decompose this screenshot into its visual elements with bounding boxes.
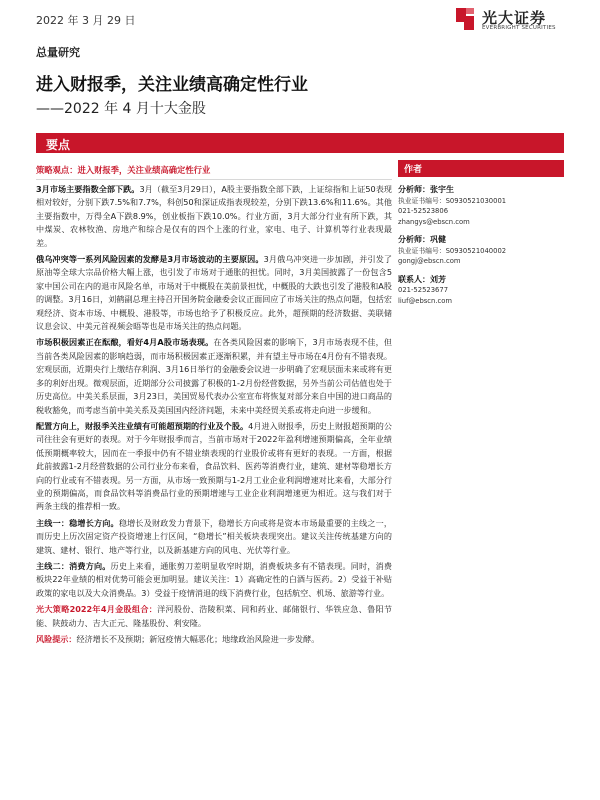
analyst-card — [398, 235, 564, 267]
logo-name: 光大证券 — [482, 9, 547, 27]
author-sidebar — [398, 160, 564, 306]
paragraph-text: 历史上来看，通胀剪刀差明显收窄时期，消费板块多有不错表现。同时，消费板块22年业绩的相对优势可能会更加明显。建议关注：1）高确定性的白酒与医药。2）受益于补贴政策的家电以及大众消费品。3）受益于疫情消退的线下消费行业，包括航空、机场、旅游等行业。 — [36, 560, 392, 598]
analyst-name: 分析师：巩健 — [398, 235, 446, 244]
strategy-divider — [36, 179, 392, 180]
paragraph-lead: 主线二：消费方向。 — [36, 560, 111, 571]
key-points-bar — [36, 133, 564, 153]
paragraph-lead: 配置方向上，财报季关注业绩有可能超预期的行业及个股。 — [36, 420, 249, 431]
analyst-cert: 执业证书编号：S0930521030001 — [398, 196, 507, 205]
analyst-card — [398, 185, 564, 227]
report-title: 进入财报季，关注业绩高确定性行业 — [36, 75, 308, 95]
brand-logo — [454, 6, 594, 36]
main-column — [36, 164, 392, 649]
strategy-heading: 策略观点：进入财报季，关注业绩高确定性行业 — [36, 165, 211, 175]
paragraph-text: 洋河股份、浩陵积菜、同和药业、邮储银行、华铁应急、鲁阳节能、陕鼓动力、吉大正元、隆基股份、利安隆。 — [36, 604, 392, 628]
analyst-phone: 021-52523806 — [398, 207, 449, 215]
paragraph-lead: 风险提示： — [36, 634, 77, 644]
report-date: 2022 年 3 月 29 日 — [36, 14, 136, 27]
analyst-name: 联系人：刘芳 — [398, 274, 446, 284]
paragraph-text: 4月进入财报季，历史上财报超预期的公司往往会有更好的表现。对于今年财报季而言，当前市场对于2022年盈利增速预期偏高，全年业绩低预期概率较大，因而在一季报中仍有不错业绩表现的行业股价或将有更好的表现。一方面，根据此前披露1-2月经营数据的公司行业分布来看，食品饮料、医药等消费行业，建筑、建材等稳增长方向的行业或有不错表现。另一方面，从市场一致预期与1-2月工业企业利润增速对比来看，大部分行业的预期偏高，而食品饮料等消费品行业的预期增速与工业企业利润增速更为相近。这与我们对于两条主线的推荐相一致。 — [36, 420, 392, 512]
paragraph-lead: 光大策略2022年4月金股组合： — [36, 604, 158, 615]
paragraph-risk-warning — [36, 633, 392, 646]
paragraph-text: 稳增长及财政发力背景下，稳增长方向或将是资本市场最重要的主线之一，而历史上历次固定资产投资增速上行区间，“稳增长”相关板块表现突出。建议关注传统基建方向的建筑、建材、银行、地产等行业，以及新基建方向的风电、光伏等行业。 — [36, 517, 392, 555]
paragraph-text: 3月（截至3月29日），A股主要指数全部下跌，上证综指和上证50表现相对较好，分别下跌7.5%和7.7%，科创50和深证成指表现较差，分别下跌13.6%和11.6%。其他主要指数中，万得全A下跌8.9%，创业板指下跌10.0%。行业方面，3月大部分行业有所下跌，其中煤炭、农林牧渔、房地产和综合是仅有的四个上涨的行业，家电、电子、计算机等行业表现最差。 — [36, 184, 392, 248]
analyst-email[interactable]: liuf@ebscn.com — [398, 296, 453, 305]
analyst-email[interactable]: zhangys@ebscn.com — [398, 217, 470, 226]
paragraph-lead: 主线一：稳增长方向。 — [36, 517, 119, 528]
paragraph-text: 3月俄乌冲突进一步加剧，并引发了原油等全球大宗品价格大幅上涨，也引发了市场对于通胀的担忧。同时，3月美国披露了一份包含5家中国公司在内的退市风险名单，市场对于中概股在美前景担忧，中概股的大跌也引发了港股和A股的调整。3月16日，刘鹤副总理主持召开国务院金融委会议正面回应了市场关注的热点问题，包括宏观经济、资本市场、中概股、港股等，市场也给予了积极反应。此外，超预期的经济数据、美联储议息会议、中美元首视频会晤等也是市场关注的热点问题。 — [36, 254, 393, 332]
paragraph-text: 在各类风险因素的影响下，3月市场表现不佳，但当前各类风险因素的影响趋弱，而市场积极因素正逐渐积累，并有望主导市场在4月份有不错表现。宏观层面，近期央行上缴结存利润、3月16日举行的金融委会议进一步明确了宏观层面未来或将有更多的利好出现。微观层面，近期部分公司披露了积极的1-2月份经营数据，另外当前公司估值也处于历史高位。中美关系层面，3月23日，美国贸易代表办公室宣布将恢复对部分来自中国的进口商品的税收豁免，而考虑当前中美关系及美国国内经济问题，未来中美经贸关系或将走向进一步缓和。 — [36, 337, 392, 415]
analyst-card — [398, 275, 564, 307]
paragraph-lead: 市场积极因素正在酝酿，看好4月A股市场表现。 — [36, 337, 214, 348]
analyst-name: 分析师：张宇生 — [398, 185, 454, 194]
author-heading: 作者 — [398, 160, 564, 177]
analyst-cert: 执业证书编号：S0930521040002 — [398, 246, 507, 255]
paragraph-lead: 俄乌冲突等一系列风险因素的发酵是3月市场波动的主要原因。 — [36, 254, 264, 265]
paragraph-stock-picks — [36, 603, 392, 630]
paragraph-allocation — [36, 420, 392, 514]
paragraph-risk-factors — [36, 253, 392, 333]
analyst-phone: 021-52523677 — [398, 286, 449, 294]
key-points-label: 要点 — [46, 138, 71, 152]
paragraph-theme-consumption — [36, 560, 392, 600]
report-category: 总量研究 — [36, 46, 80, 59]
logo-english-name: EVERBRIGHT SECURITIES — [482, 25, 556, 31]
paragraph-market-review — [36, 183, 392, 250]
report-subtitle: ——2022 年 4 月十大金股 — [36, 101, 206, 117]
everbright-logo-icon — [454, 6, 476, 32]
analyst-email[interactable]: gongj@ebscn.com — [398, 257, 461, 265]
paragraph-lead: 3月市场主要指数全部下跌。 — [36, 184, 140, 194]
paragraph-theme-growth — [36, 517, 392, 557]
paragraph-text: 经济增长不及预期；新冠疫情大幅恶化；地缘政治风险进一步发酵。 — [76, 634, 320, 644]
paragraph-positive-factors — [36, 336, 392, 416]
